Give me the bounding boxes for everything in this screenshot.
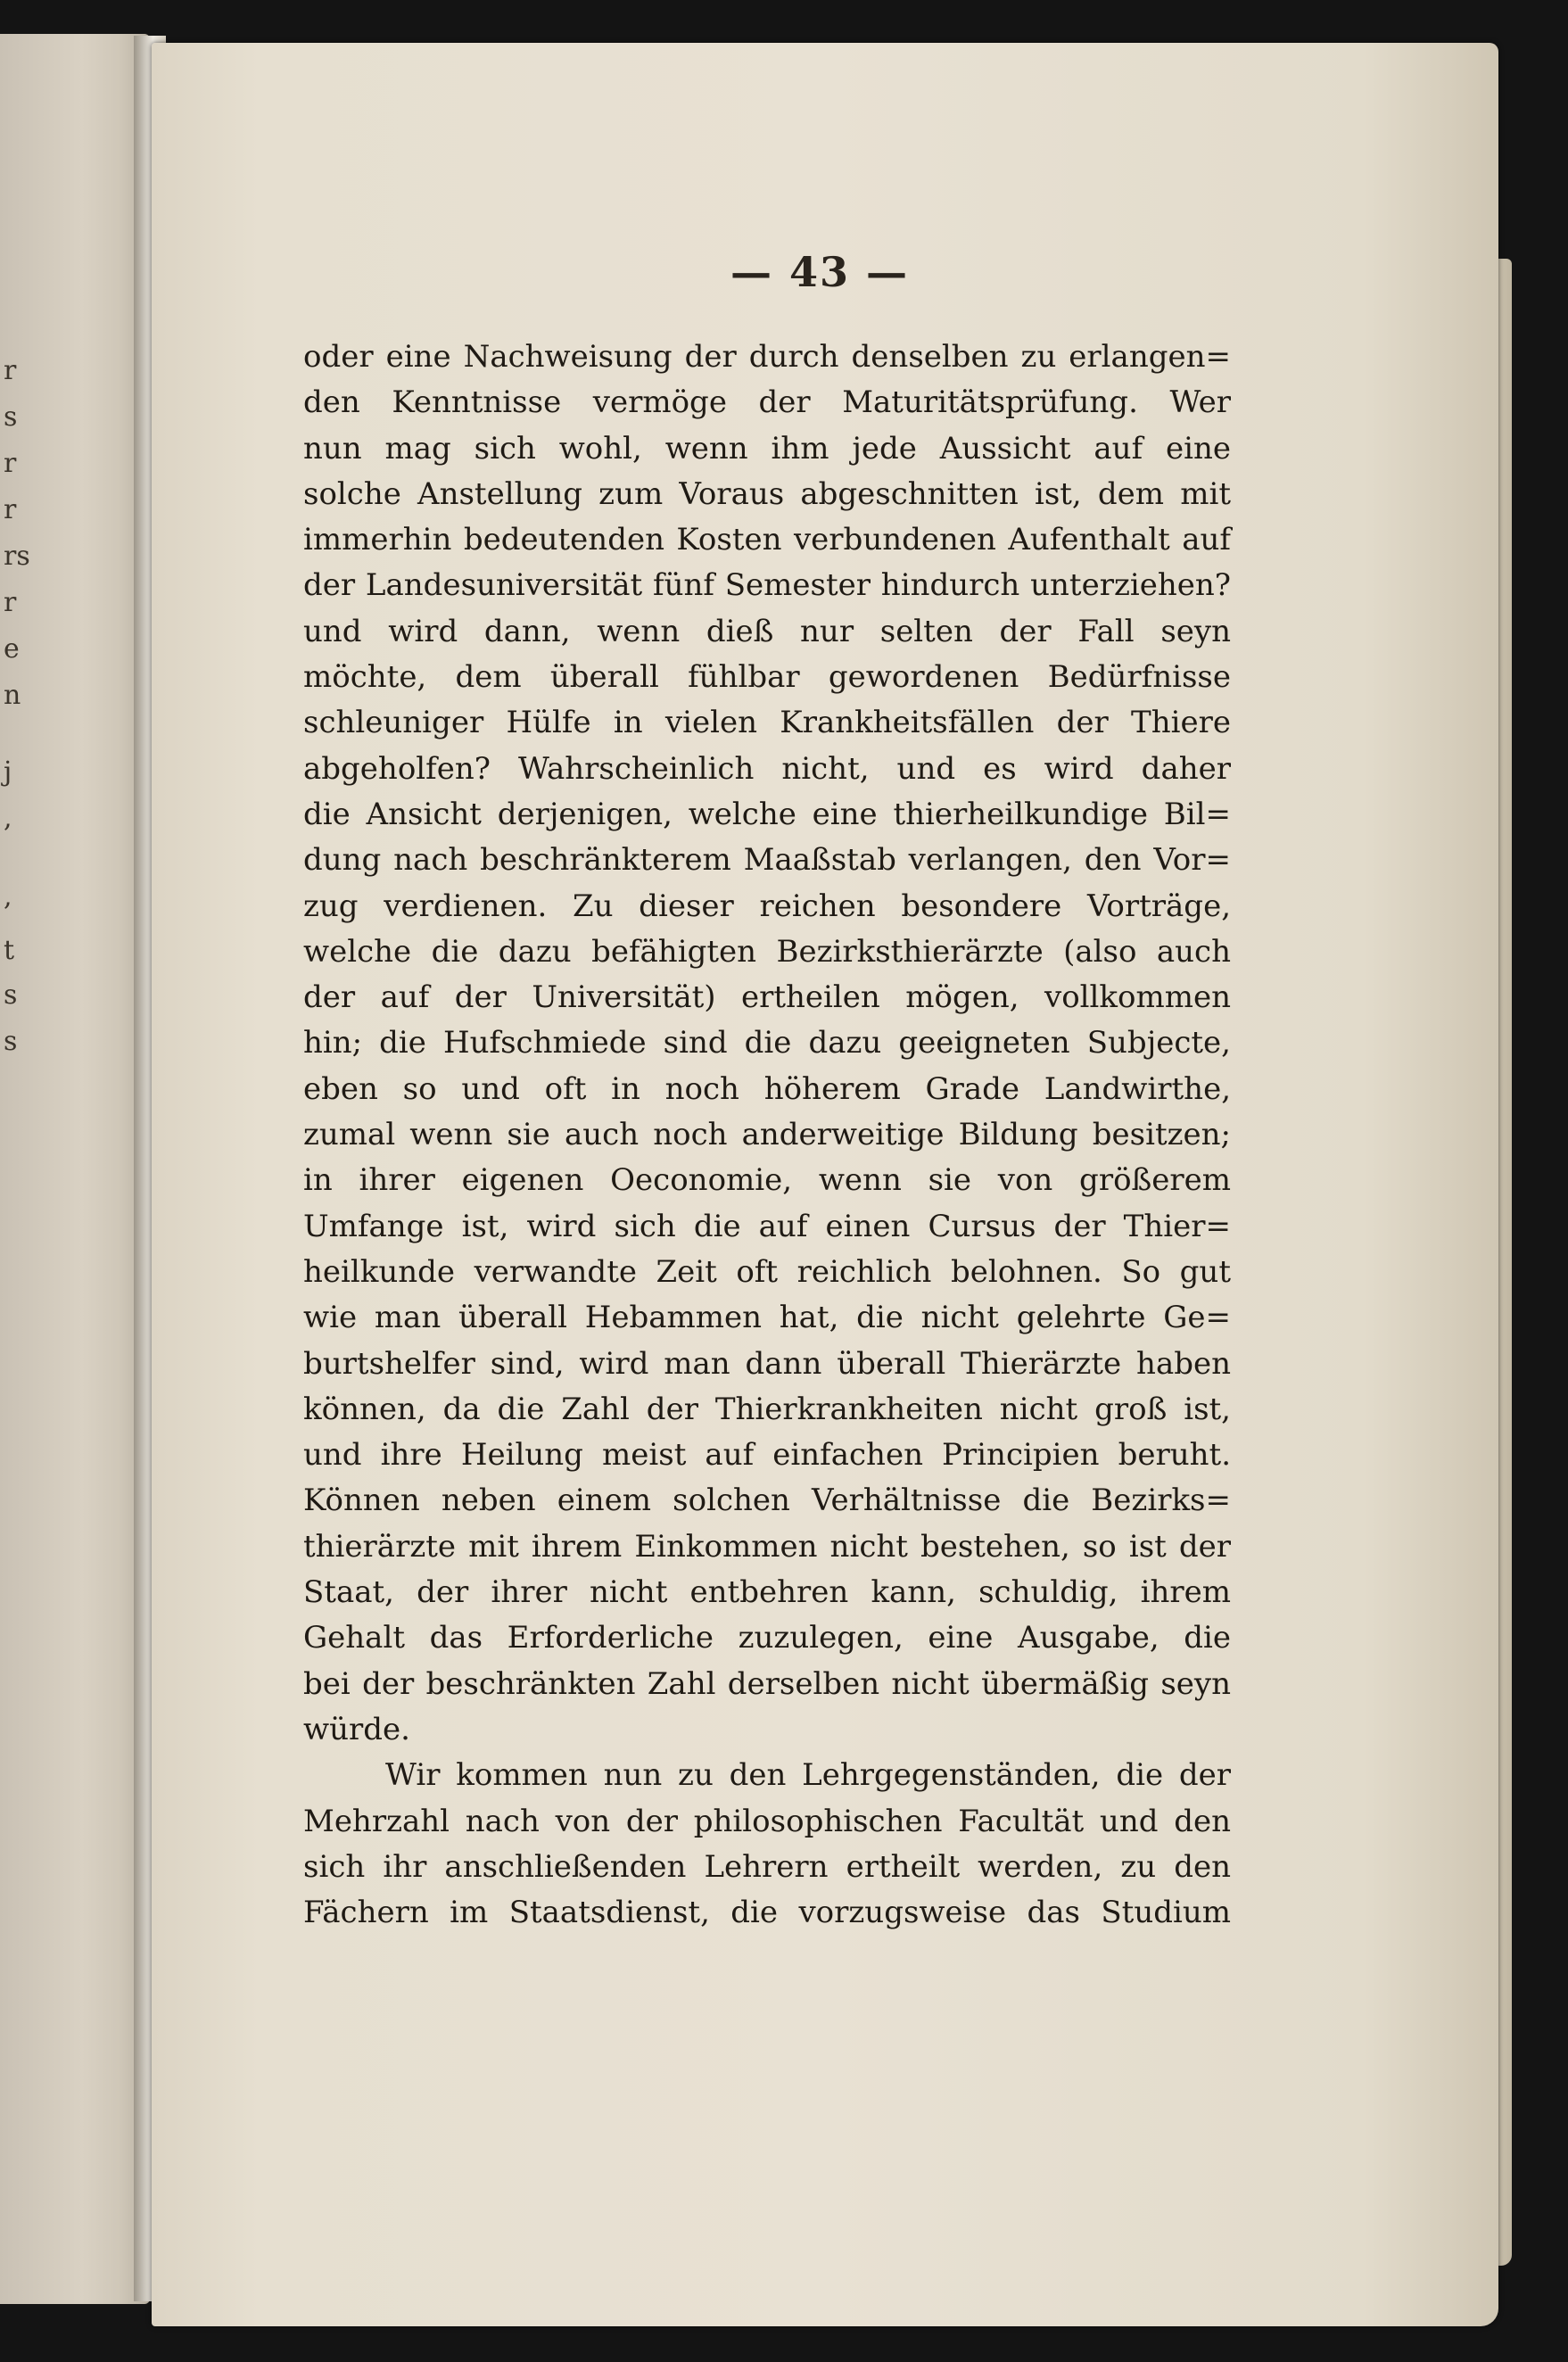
page-number: — 43 — [730, 248, 910, 296]
left-page-fragment: , [4, 881, 12, 913]
text-line: zug verdienen. Zu dieser reichen besondere Vorträge, [303, 888, 1231, 924]
text-line: abgeholfen? Wahrscheinlich nicht, und es wird daher [303, 750, 1231, 787]
text-line: können, da die Zahl der Thierkrankheiten nicht groß ist, [303, 1391, 1231, 1427]
body-text [303, 334, 1231, 1936]
text-line: möchte, dem überall fühlbar gewordenen Bedürfnisse [303, 659, 1231, 696]
left-page-fragment: e [4, 633, 20, 665]
left-page-fragment: n [4, 680, 21, 711]
text-line: Fächern im Staatsdienst, die vorzugsweise das Studium [303, 1895, 1231, 1931]
text-line: heilkunde verwandte Zeit oft reichlich belohnen. So gut [303, 1253, 1231, 1290]
text-line: und ihre Heilung meist auf einfachen Principien beruht. [303, 1437, 1231, 1474]
text-line: Wir kommen nun zu den Lehrgegenständen, die der [385, 1757, 1231, 1794]
text-line: burtshelfer sind, wird man dann überall Thierärzte haben [303, 1345, 1231, 1382]
text-line: zumal wenn sie auch noch anderweitige Bildung besitzen; [303, 1117, 1231, 1153]
text-line: Mehrzahl nach von der philosophischen Facultät und den [303, 1803, 1231, 1839]
left-page-edge [0, 34, 150, 2304]
left-page-fragment: t [4, 935, 15, 966]
text-line: eben so und oft in noch höherem Grade Landwirthe, [303, 1070, 1231, 1107]
left-page-fragment: r [4, 448, 17, 479]
text-line: und wird dann, wenn dieß nur selten der Fall seyn [303, 613, 1231, 649]
text-line: Umfange ist, wird sich die auf einen Cursus der Thier= [303, 1208, 1231, 1244]
text-line: bei der beschränkten Zahl derselben nicht übermäßig seyn [303, 1665, 1231, 1702]
text-line: würde. [303, 1711, 410, 1747]
text-line: sich ihr anschließenden Lehrern ertheilt werden, zu den [303, 1848, 1231, 1885]
text-line: oder eine Nachweisung der durch denselben zu erlangen= [303, 339, 1231, 375]
text-line: die Ansicht derjenigen, welche eine thierheilkundige Bil= [303, 796, 1231, 832]
text-line: den Kenntnisse vermöge der Maturitätsprüfung. Wer [303, 384, 1231, 421]
text-line: der auf der Universität) ertheilen mögen, vollkommen [303, 979, 1231, 1016]
text-line: in ihrer eigenen Oeconomie, wenn sie von größerem [303, 1162, 1231, 1199]
text-line: schleuniger Hülfe in vielen Krankheitsfällen der Thiere [303, 705, 1231, 741]
text-line: Können neben einem solchen Verhältnisse die Bezirks= [303, 1482, 1231, 1519]
left-page-fragment: r [4, 494, 17, 525]
left-page-fragment: r [4, 355, 17, 386]
left-page-fragment: s [4, 979, 18, 1011]
left-page-fragment: , [4, 803, 12, 834]
left-page-fragment: rs [4, 541, 30, 572]
text-line: Staat, der ihrer nicht entbehren kann, schuldig, ihrem [303, 1574, 1231, 1611]
text-line: Gehalt das Erforderliche zuzulegen, eine Ausgabe, die [303, 1620, 1231, 1656]
text-line: welche die dazu befähigten Bezirksthierärzte (also auch [303, 933, 1231, 970]
left-page-fragment: j [4, 756, 12, 788]
text-line: thierärzte mit ihrem Einkommen nicht bestehen, so ist der [303, 1528, 1231, 1565]
text-line: dung nach beschränkterem Maaßstab verlangen, den Vor= [303, 842, 1231, 879]
text-line: der Landesuniversität fünf Semester hindurch unterziehen? [303, 567, 1231, 604]
text-line: wie man überall Hebammen hat, die nicht gelehrte Ge= [303, 1300, 1231, 1336]
left-page-fragment: r [4, 587, 17, 618]
text-line: solche Anstellung zum Voraus abgeschnitten ist, dem mit [303, 475, 1231, 512]
text-line: nun mag sich wohl, wenn ihm jede Aussicht auf eine [303, 430, 1231, 467]
text-line: hin; die Hufschmiede sind die dazu geeigneten Subjecte, [303, 1025, 1231, 1061]
left-page-fragment: s [4, 1026, 18, 1057]
text-line: immerhin bedeutenden Kosten verbundenen Aufenthalt auf [303, 522, 1231, 558]
left-page-fragment: s [4, 401, 18, 433]
